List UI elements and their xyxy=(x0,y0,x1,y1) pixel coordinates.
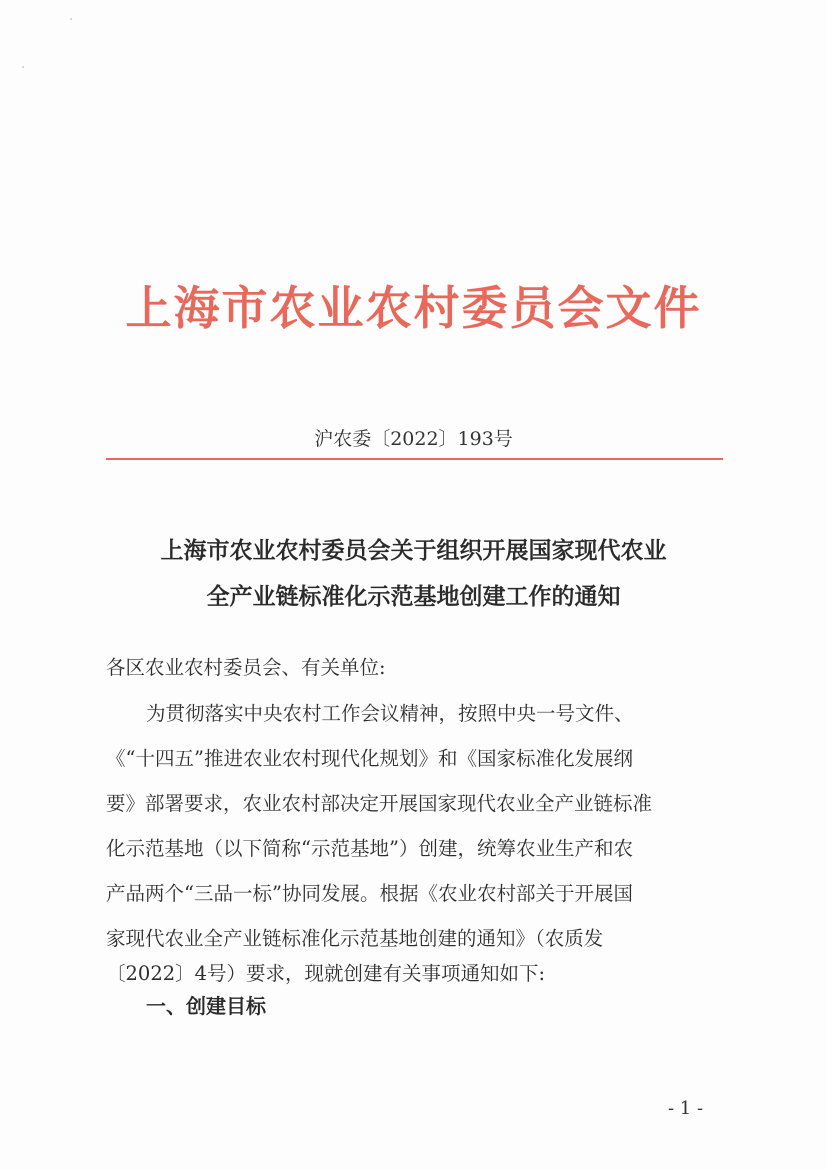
section-heading: 一、创建目标 xyxy=(146,994,266,1018)
body-line: 为贯彻落实中央农村工作会议精神，按照中央一号文件、 xyxy=(146,702,634,725)
page-number: - 1 - xyxy=(668,1098,704,1119)
scan-speck xyxy=(70,18,72,20)
notice-title-line-2: 全产业链标准化示范基地创建工作的通知 xyxy=(206,583,621,610)
red-separator-line xyxy=(106,458,723,460)
body-line: 产品两个“三品一标”协同发展。根据《农业农村部关于开展国 xyxy=(106,882,633,905)
masthead-title: 上海市农业农村委员会文件 xyxy=(125,281,702,335)
body-line: 要》部署要求，农业农村部决定开展国家现代农业全产业链标准 xyxy=(106,792,653,815)
document-number: 沪农委〔2022〕193号 xyxy=(314,428,513,450)
body-line: 家现代农业全产业链标准化示范基地创建的通知》（农质发 xyxy=(106,927,604,950)
body-line: 化示范基地（以下简称“示范基地”）创建，统筹农业生产和农 xyxy=(106,837,633,860)
body-line: 《“十四五”推进农业农村现代化规划》和《国家标准化发展纲 xyxy=(106,747,633,770)
salutation: 各区农业农村委员会、有关单位: xyxy=(106,656,386,679)
body-line: 〔2022〕4号）要求，现就创建有关事项通知如下: xyxy=(106,962,546,985)
scan-speck xyxy=(22,66,24,68)
notice-title-line-1: 上海市农业农村委员会关于组织开展国家现代农业 xyxy=(160,537,667,564)
